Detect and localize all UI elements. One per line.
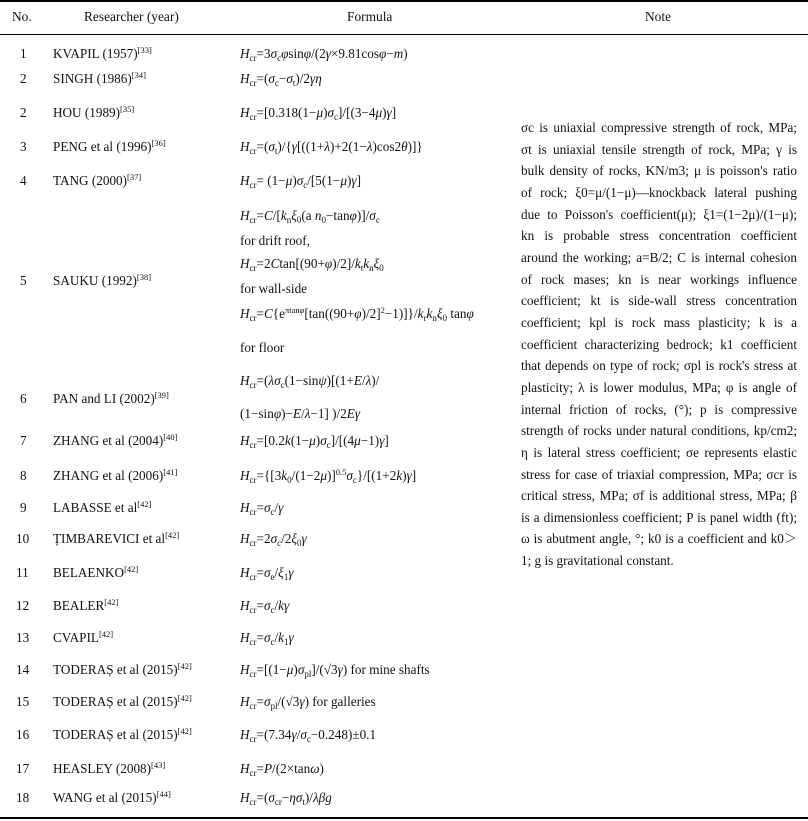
formula-cell: $H_{cr}=C\{e^{\pi tan\varphi}[\tan((90+\varphi)/2]^2-1)]\}/k_rk_n\xi_0$ tanφ <box>240 305 474 323</box>
formula-cell: $H_{cr}=[(1-\mu)\sigma_{pl}]/(√3\gamma)$ for mine shafts <box>240 662 430 679</box>
formula-cell: $H_{cr}=[0.2k(1-\mu)\sigma_c]/[(4\mu-1)\gamma]$ <box>240 433 389 450</box>
formula-cell: $H_{cr}=(\sigma_t)/\{\gamma[((1+\lambda)+2(1-\lambda)\cos 2\theta)]\}$ <box>240 139 423 156</box>
formula-cell: $H_{cr}=2Ctan[(90+\varphi)/2]/k_tk_n\xi_0$ <box>240 256 384 273</box>
researcher-cell: HEASLEY (2008)[43] <box>53 760 166 776</box>
formula-cell: $H_{cr}=C/[k_n\xi_0(a$ $n_0-\tan\varphi)]/\sigma_c$ <box>240 208 380 225</box>
formula-cell: for wall-side <box>240 281 308 296</box>
row-number: 3 <box>20 139 27 154</box>
researcher-cell: BEALER[42] <box>53 597 119 613</box>
row-number: 12 <box>16 598 30 613</box>
header-researcher: Researcher (year) <box>84 9 179 24</box>
formula-cell: for drift roof, <box>240 233 310 248</box>
header-no: No. <box>12 9 32 24</box>
formula-cell: $H_{cr}=(\sigma_c-\sigma_t)/2\gamma\eta$ <box>240 71 322 88</box>
researcher-cell: PENG et al (1996)[36] <box>53 138 166 154</box>
researcher-cell: CVAPIL[42] <box>53 629 114 645</box>
formula-cell: for floor <box>240 340 285 355</box>
row-number: 10 <box>16 531 30 546</box>
researcher-cell: TANG (2000)[37] <box>53 172 142 188</box>
row-number: 9 <box>20 500 27 515</box>
formula-cell: $H_{cr}=(\lambda\sigma_c(1-\sin\psi)[(1+E/\lambda)/$ <box>240 373 380 390</box>
formula-cell: $H_{cr}=3\sigma_c\varphi\sin\varphi/(2\gamma\times 9.81\cos\varphi-m)$ <box>240 46 408 63</box>
row-number: 5 <box>20 273 27 288</box>
row-number: 16 <box>16 727 30 742</box>
row-number: 15 <box>16 694 30 709</box>
formula-cell: $H_{cr}=\sigma_e/\xi_1\gamma$ <box>240 565 294 582</box>
formula-cell: $H_{cr}=\sigma_c/k\gamma$ <box>240 598 290 615</box>
researcher-cell: BELAENKO[42] <box>53 564 139 580</box>
researcher-cell: TODERAȘ et al (2015)[42] <box>53 693 192 709</box>
researcher-cell: ȚIMBAREVICI et al[42] <box>53 530 180 546</box>
row-number: 6 <box>20 391 27 406</box>
formula-cell: $H_{cr}=2\sigma_c/2\xi_0\gamma$ <box>240 531 307 548</box>
formula-cell: $H_{cr}=\sigma_c/\gamma$ <box>240 500 284 517</box>
researcher-cell: HOU (1989)[35] <box>53 104 135 120</box>
row-number: 17 <box>16 761 30 776</box>
researcher-cell: LABASSE et al[42] <box>53 499 152 515</box>
researcher-cell: WANG et al (2015)[44] <box>53 789 171 805</box>
researcher-cell: ZHANG et al (2006)[41] <box>53 467 178 483</box>
researcher-cell: KVAPIL (1957)[33] <box>53 45 152 61</box>
formula-cell: $H_{cr}=(\sigma_{cr}-\eta\sigma_t)$/λβg <box>240 790 332 807</box>
row-number: 18 <box>16 790 30 805</box>
table-top-rule <box>0 0 808 2</box>
researcher-cell: ZHANG et al (2004)[40] <box>53 432 178 448</box>
formula-cell: $H_{cr}= (1-\mu)\sigma_c/[5(1-\mu)\gamma]$ <box>240 173 361 190</box>
note-text: σc is uniaxial compressive strength of rock, MPa; σt is uniaxial tensile strength of rock, MPa; γ is bulk density of rocks, KN/m3; μ is poisson's ratio of rock; ξ0=μ/(1−μ)—knockback lateral pushing due to Poisson's coefficient(μ); ξ1=(1−2μ)/(1−μ); kn is probable stress concentration coefficient around the working; a=B/2; C is internal cohesion of rock mases; kn is near workings influence coefficient; kt is side-wall stress concentration coefficient; kpl is rock mass plasticity; k is a coefficient characterizing bedrock; k1 coefficient that depends on type of rock; σpl is rock's stress at plasticity; λ is lower modulus, MPa; φ is angle of internal friction of rocks, (°); p is compressive strength of rocks under natural conditions, kp/cm2; η is lateral stress coefficient; σe represents elastic stress for case of triaxial compression, MPa; σcr is critical stress, MPa; σf is additional stress, MPa; β is a dimensionless coefficient; P is panel width (ft); ω is abutment angle, °; k0 is a coefficient and k0＞1; g is gravitational constant. <box>521 120 797 569</box>
formula-cell: $H_{cr}=(7.34\gamma/\sigma_c-0.248)\pm 0.1$ <box>240 727 377 744</box>
formula-cell: $H_{cr}=\sigma_{pl}/(√3\gamma)$ for galleries <box>240 694 376 711</box>
row-number: 2 <box>20 105 27 120</box>
table-bottom-rule <box>0 817 808 819</box>
researcher-cell: TODERAȘ et al (2015)[42] <box>53 726 192 742</box>
formula-cell: (1−sinφ)−E/λ−1] )/2Eγ <box>240 406 361 421</box>
researcher-cell: SINGH (1986)[34] <box>53 70 146 86</box>
row-number: 13 <box>16 630 30 645</box>
row-number: 14 <box>16 662 30 677</box>
formula-cell: $H_{cr}=\{[3k_0/(1-2\mu)]^{0.5}\sigma_c\}/[(1+2k)\gamma]$ <box>240 467 417 485</box>
row-number: 4 <box>20 173 27 188</box>
row-number: 1 <box>20 46 27 61</box>
row-number: 7 <box>20 433 27 448</box>
researcher-cell: PAN and LI (2002)[39] <box>53 390 169 406</box>
row-number: 8 <box>20 468 27 483</box>
header-rule <box>0 34 808 35</box>
formula-cell: $H_{cr}=P/(2\times\tan\omega)$ <box>240 761 324 778</box>
researcher-cell: SAUKU (1992)[38] <box>53 272 152 288</box>
row-number: 11 <box>16 565 29 580</box>
header-formula: Formula <box>347 9 393 24</box>
researcher-cell: TODERAȘ et al (2015)[42] <box>53 661 192 677</box>
header-note: Note <box>645 9 672 24</box>
row-number: 2 <box>20 71 27 86</box>
formula-cell: $H_{cr}=[0.318(1-\mu)\sigma_c]/[(3-4\mu)\gamma]$ <box>240 105 397 122</box>
formula-cell: $H_{cr}=\sigma_c/k_1\gamma$ <box>240 630 294 647</box>
